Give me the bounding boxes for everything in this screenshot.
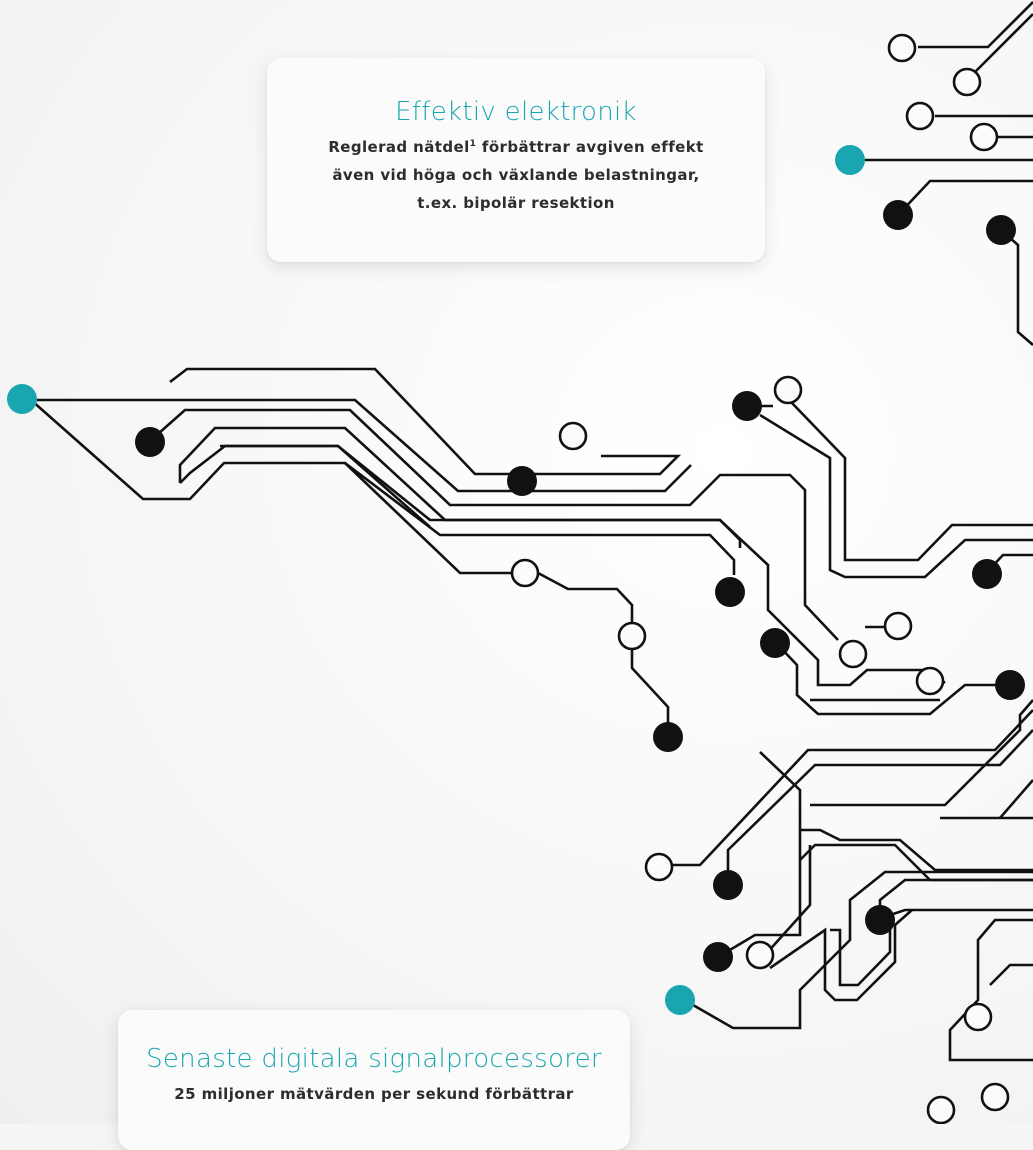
circuit-node-open bbox=[889, 35, 915, 61]
circuit-node-filled bbox=[995, 670, 1025, 700]
circuit-node-open bbox=[512, 560, 538, 586]
circuit-node-open bbox=[775, 377, 801, 403]
circuit-trace bbox=[800, 830, 1033, 870]
card-body-line bbox=[267, 133, 765, 161]
circuit-trace bbox=[918, 2, 1033, 47]
circuit-trace bbox=[760, 752, 800, 860]
circuit-trace bbox=[718, 845, 1033, 957]
footnote-marker: 1 bbox=[469, 138, 477, 149]
circuit-node-filled bbox=[713, 870, 743, 900]
circuit-node-filled bbox=[507, 466, 537, 496]
card-body bbox=[118, 1080, 630, 1108]
circuit-node-open bbox=[928, 1097, 954, 1123]
circuit-node-teal bbox=[835, 145, 865, 175]
circuit-node-open bbox=[917, 668, 943, 694]
circuit-trace bbox=[1001, 230, 1033, 345]
circuit-trace bbox=[180, 446, 430, 527]
circuit-node-open bbox=[982, 1084, 1008, 1110]
circuit-node-filled bbox=[883, 200, 913, 230]
circuit-trace bbox=[810, 700, 1033, 805]
card-body-text: förbättrar avgiven effekt bbox=[476, 137, 704, 156]
circuit-node-open bbox=[885, 613, 911, 639]
circuit-node-open bbox=[971, 124, 997, 150]
circuit-trace bbox=[728, 730, 1033, 885]
circuit-node-open bbox=[646, 854, 672, 880]
circuit-trace bbox=[31, 400, 734, 575]
circuit-trace bbox=[990, 965, 1033, 985]
circuit-trace bbox=[880, 880, 1033, 920]
card-body-line: 25 miljoner mätvärden per sekund förbättrar bbox=[174, 1084, 574, 1103]
circuit-node-open bbox=[965, 1004, 991, 1030]
circuit-node-filled bbox=[972, 559, 1002, 589]
circuit-trace bbox=[978, 920, 1033, 985]
circuit-trace bbox=[220, 446, 945, 685]
circuit-node-filled bbox=[715, 577, 745, 607]
circuit-node-open bbox=[619, 623, 645, 649]
circuit-node-filled bbox=[865, 905, 895, 935]
circuit-node-filled bbox=[703, 942, 733, 972]
circuit-trace bbox=[170, 369, 678, 474]
circuit-trace bbox=[950, 985, 1033, 1060]
card-body-text: Reglerad nätdel bbox=[328, 137, 470, 156]
circuit-trace bbox=[765, 845, 810, 955]
circuit-trace bbox=[538, 573, 632, 622]
card-body bbox=[267, 133, 765, 217]
circuit-node-filled bbox=[732, 391, 762, 421]
card-title: Senaste digitala signalprocessorer bbox=[146, 1044, 602, 1074]
circuit-node-teal bbox=[665, 985, 695, 1015]
feature-card-effective-electronics bbox=[267, 58, 765, 262]
circuit-trace bbox=[898, 181, 1033, 215]
circuit-trace bbox=[790, 391, 1033, 560]
circuit-trace bbox=[1000, 780, 1033, 818]
circuit-node-teal bbox=[7, 384, 37, 414]
card-body-line: även vid höga och växlande belastningar, bbox=[332, 165, 700, 184]
circuit-node-open bbox=[907, 103, 933, 129]
circuit-node-filled bbox=[760, 628, 790, 658]
card-body-line: t.ex. bipolär resektion bbox=[417, 193, 615, 212]
circuit-trace bbox=[673, 710, 1033, 865]
circuit-node-open bbox=[747, 942, 773, 968]
circuit-node-filled bbox=[653, 722, 683, 752]
circuit-node-open bbox=[840, 641, 866, 667]
circuit-trace bbox=[760, 415, 1033, 577]
circuit-trace bbox=[632, 648, 668, 735]
circuit-trace bbox=[975, 14, 1033, 72]
circuit-node-filled bbox=[135, 427, 165, 457]
card-title: Effektiv elektronik bbox=[395, 97, 637, 127]
circuit-node-filled bbox=[986, 215, 1016, 245]
feature-card-digital-signal-processors bbox=[118, 1010, 630, 1150]
circuit-node-open bbox=[560, 423, 586, 449]
circuit-node-open bbox=[954, 69, 980, 95]
